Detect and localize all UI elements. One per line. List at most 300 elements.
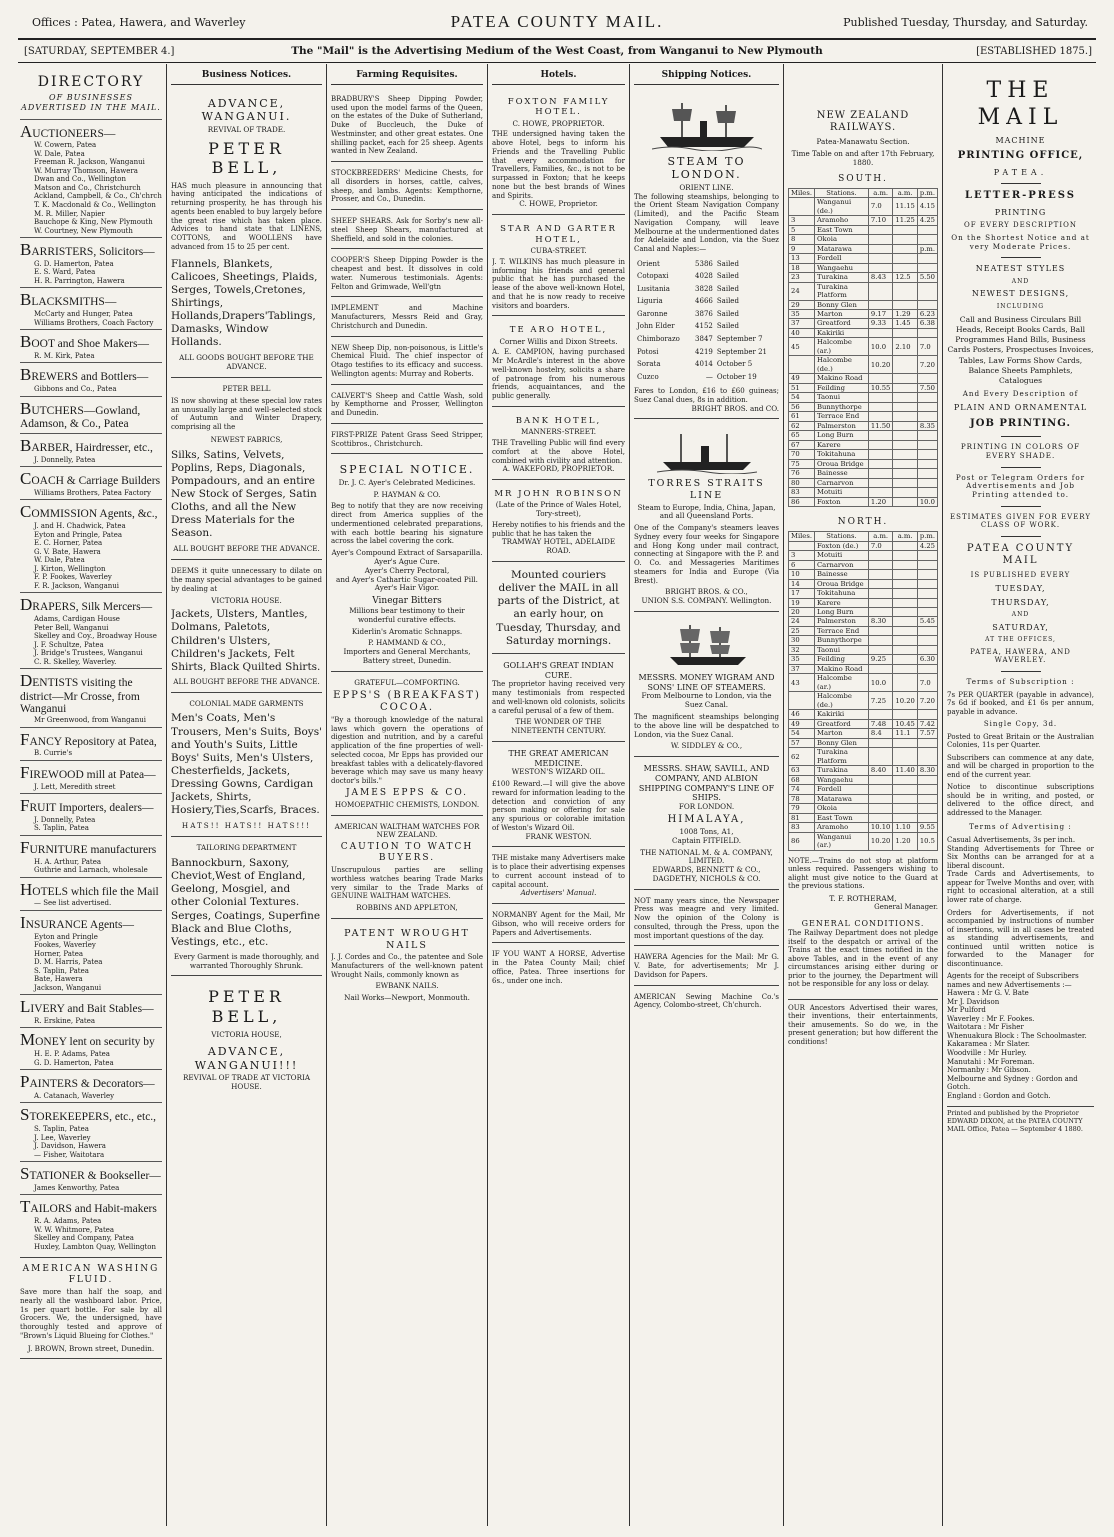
washing-title: AMERICAN WASHING FLUID. — [22, 1264, 160, 1286]
agent-entry: Woodville : Mr Hurley. — [947, 1049, 1027, 1057]
directory-line: Huxley, Lambton Quay, Wellington — [34, 1242, 157, 1251]
special-notice: SPECIAL NOTICE. — [339, 463, 475, 477]
bitters-body: Millions bear testimony to their wonderful curative effects. — [349, 606, 465, 624]
train-time — [868, 785, 892, 794]
train-time — [893, 626, 917, 635]
ship-date: September 21 — [716, 347, 767, 356]
directory-line: G. V. Bate, Hawera — [34, 547, 101, 556]
washing-fluid-ad — [20, 1257, 162, 1359]
station-name: Feilding — [814, 383, 868, 392]
directory-entry — [20, 727, 162, 760]
station-name: Marton — [814, 729, 868, 738]
train-time — [893, 813, 917, 822]
ship-name: Potosi — [637, 347, 659, 356]
wigram-sub: From Melbourne to London, via the Suez Canal. — [641, 691, 772, 710]
directory-line: Bauchope & King, New Plymouth — [34, 218, 153, 227]
subhead-rule — [18, 62, 1096, 63]
train-time: 11.15 — [893, 198, 917, 216]
timetable-row — [789, 645, 938, 654]
directory-line: Horner, Patea — [34, 949, 84, 958]
farming-ad — [331, 300, 483, 336]
train-time: 4.15 — [917, 198, 937, 216]
ship-name: Cotopaxi — [637, 272, 669, 281]
station-name: East Town — [814, 813, 868, 822]
textures-list: Bannockburn, Saxony, Cheviot,West of England, Geelong, Mosgiel, and other Colonial Textures. Serges, Coatings, Superfine Black and Blue Cloths, Vestings, etc., etc. — [171, 857, 321, 948]
timetable-row — [789, 804, 938, 813]
station-name: Motuiti — [814, 551, 868, 560]
gollah-ad — [492, 657, 625, 742]
train-time — [893, 636, 917, 645]
including: INCLUDING — [996, 303, 1045, 311]
train-time — [893, 589, 917, 598]
train-time — [893, 488, 917, 497]
ship-name: Garonne — [637, 309, 668, 318]
station-miles: 86 — [789, 832, 815, 850]
mistake-ad — [492, 850, 625, 904]
victoria-house: VICTORIA HOUSE. — [211, 595, 282, 605]
torres-agents: BRIGHT BROS. & CO., — [665, 587, 748, 597]
station-miles: 76 — [789, 469, 815, 478]
tailoring-ad — [171, 840, 322, 976]
station-miles: 49 — [789, 374, 815, 383]
train-time: 1.29 — [893, 309, 917, 318]
single-copy: Single Copy, 3d. — [983, 720, 1058, 729]
sailing-ship-icon — [662, 623, 752, 669]
imprint: Printed and published by the Proprietor EDWARD DIXON, at the PATEA COUNTY MAIL Office, Patea — September 4 1880. — [947, 1106, 1094, 1134]
train-time — [893, 478, 917, 487]
station-name: Halcombe (de.) — [814, 692, 868, 710]
train-time — [893, 440, 917, 449]
station-miles: 51 — [789, 383, 815, 392]
directory-heading: COMMISSION Agents, &c., — [20, 502, 158, 522]
ship-name: Sorata — [637, 360, 661, 369]
dagdethy: DAGDETHY, NICHOLS & CO. — [652, 873, 761, 883]
agent-entry: Mr Pulford — [947, 1006, 986, 1015]
train-time: 10.20 — [893, 692, 917, 710]
hotel-name: TE ARO HOTEL, — [509, 325, 608, 336]
captain: Captain FITFIELD. — [671, 835, 742, 845]
directory-title: DIRECTORY — [37, 74, 145, 90]
station-name: Taonui — [814, 393, 868, 402]
station-miles: 40 — [789, 328, 815, 337]
directory-heading: STATIONER & Bookseller— — [20, 1164, 161, 1184]
railways-section: Patea-Manawatu Section. — [816, 137, 910, 147]
station-name: Bonny Glen — [814, 300, 868, 309]
directory-line: W. Dale, Patea — [34, 149, 85, 158]
timetable-row — [789, 748, 938, 766]
station-miles: 54 — [789, 393, 815, 402]
directory-entry — [20, 499, 162, 592]
guarantee: Every Garment is made thoroughly, and warranted Thoroughly Shrunk. — [173, 951, 320, 970]
business-header: Business Notices. — [171, 70, 322, 85]
train-time — [868, 775, 892, 784]
train-time — [893, 374, 917, 383]
washing-body: Save more than half the soap, and nearly all the washboard labor. Price, 1s per quart bottle. For sale by all Grocers. We, the undersigned, have thoroughly tested and approve of "Brown's Liquid Blueing for Clothes." — [20, 1288, 162, 1340]
train-time — [893, 738, 917, 747]
hotel-body: THE undersigned having taken the above Hotel, begs to inform his Friends and the Travelling Public that every accommodation for Travellers, Families, &c., is not to be surpassed in Foxton; that he keeps none but the best brands of Wines and Spirits. — [492, 130, 625, 200]
masthead-rule — [18, 38, 1096, 40]
timetable-row — [789, 421, 938, 430]
directory-line: J. Lee, Waverley — [34, 1133, 91, 1142]
column-divider — [942, 64, 943, 1526]
ayer-sub: Dr. J. C. Ayer's Celebrated Medicines. — [338, 477, 476, 487]
railways-timetable: Time Table on and after 17th February, 1880. — [791, 149, 935, 167]
ship-row — [636, 372, 777, 383]
station-miles: 20 — [789, 608, 815, 617]
rotheram: T. F. ROTHERAM, — [829, 893, 897, 903]
station-miles: 37 — [789, 319, 815, 328]
train-time — [917, 282, 937, 300]
south-label: SOUTH. — [838, 173, 888, 184]
farming-header: Farming Requisites. — [331, 70, 483, 85]
train-time — [917, 608, 937, 617]
station-miles: 80 — [789, 478, 815, 487]
train-time — [893, 664, 917, 673]
revival-heading: REVIVAL OF TRADE. — [207, 124, 286, 134]
station-miles: 19 — [789, 598, 815, 607]
printing: PRINTING — [994, 207, 1047, 217]
train-time: 7.0 — [917, 338, 937, 356]
train-time: 7.25 — [868, 692, 892, 710]
timetable-row — [789, 738, 938, 747]
mistake-body: THE mistake many Advertisers make is to place their advertising expenses to current account instead of to capital account. — [492, 854, 625, 889]
farming-ad — [331, 340, 483, 385]
station-name: Palmerston — [814, 421, 868, 430]
train-time: 7.10 — [868, 216, 892, 225]
station-miles: 24 — [789, 282, 815, 300]
directory-line: F. P. Fookes, Waverley — [34, 573, 112, 582]
directory-line: J. Donnelly, Patea — [34, 455, 96, 464]
bought-notice: ALL BOUGHT BEFORE THE ADVANCE. — [173, 544, 320, 554]
directory-line: R. Erskine, Patea — [34, 1016, 96, 1025]
divider — [1001, 257, 1041, 258]
tailoring-dept: TAILORING DEPARTMENT — [196, 843, 297, 853]
wigram-body: The magnificent steamships belonging to the above line will be despatched to London, via the Suez Canal. — [634, 713, 779, 739]
station-name: Matarawa — [814, 794, 868, 803]
shaw-title: MESSRS. SHAW, SAVILL, AND COMPANY, AND ALBION SHIPPING COMPANY'S LINE OF SHIPS. — [638, 764, 775, 803]
train-time — [917, 431, 937, 440]
column-divider — [783, 64, 784, 1526]
at-offices: AT THE OFFICES, — [985, 636, 1056, 644]
offices-line: Offices : Patea, Hawera, and Waverley — [32, 16, 246, 29]
directory-line: E. S. Ward, Patea — [34, 268, 96, 277]
train-time — [868, 664, 892, 673]
directory-line: Ackland, Campbell, & Co., Ch'chrch — [34, 192, 162, 201]
train-time — [868, 328, 892, 337]
train-time — [868, 478, 892, 487]
directory-line: W. Cowern, Patea — [34, 141, 97, 150]
directory-line: F. R. Jackson, Wanganui — [34, 581, 120, 590]
orient-body: The following steamships, belonging to the Orient Steam Navigation Company (Limited), and the Pacific Steam Navigation Company, will leave Melbourne at the undermentioned dates for Adelaide and London, via the Suez Canal and Naples:— — [634, 192, 779, 254]
train-time — [917, 328, 937, 337]
station-name: Bunnythorpe — [814, 636, 868, 645]
train-time: 5.45 — [917, 617, 937, 626]
ship-row — [636, 347, 777, 358]
train-time — [893, 497, 917, 506]
train-time: 8.43 — [868, 273, 892, 282]
directory-heading: BARBER, Hairdresser, etc., — [20, 435, 153, 455]
hotel-sign: A. WAKEFORD, PROPRIETOR. — [502, 464, 615, 474]
timetable-row — [789, 775, 938, 784]
train-time — [917, 626, 937, 635]
silks-list: Silks, Satins, Velvets, Poplins, Reps, Diagonals, Pompadours, and an entire New Stock of Serges, Satin Cloths, and all the New Dress Materials for the Season. — [171, 448, 317, 540]
hotel-name: BANK HOTEL, — [515, 415, 602, 426]
train-time: 9.25 — [868, 655, 892, 664]
station-miles — [789, 541, 815, 550]
directory-line: J. Donnelly, Patea — [34, 815, 96, 824]
himalaya: HIMALAYA, — [667, 813, 746, 825]
agent-entry: Melbourne and Sydney : Gordon and Gotch. — [947, 1074, 1078, 1092]
train-time — [868, 450, 892, 459]
weston-sign: FRANK WESTON. — [525, 831, 592, 841]
train-time: 4.25 — [917, 216, 937, 225]
column-divider — [629, 64, 630, 1526]
train-time — [868, 393, 892, 402]
station-miles: 79 — [789, 804, 815, 813]
directory-line: G. D. Hamerton, Patea — [34, 1058, 114, 1067]
directory-heading: BARRISTERS, Solicitors— — [20, 240, 155, 260]
timetable-row — [789, 674, 938, 692]
timetable-row — [789, 497, 938, 506]
timetable-row — [789, 766, 938, 775]
orient-agents: BRIGHT BROS. and CO. — [691, 403, 779, 413]
tuesday: TUESDAY, — [995, 583, 1046, 593]
directory-entry — [20, 835, 162, 877]
train-time — [917, 459, 937, 468]
directory-entry — [20, 396, 162, 433]
nails-ad — [331, 922, 483, 1008]
timetable-row — [789, 263, 938, 272]
ship-tons: 5386 — [695, 259, 713, 268]
train-time — [893, 674, 917, 692]
divider — [1001, 671, 1041, 672]
directory-heading: MONEY lent on security by — [20, 1030, 155, 1050]
deems-text: DEEMS it quite unnecessary to dilate on the many special advantages to be gained by dealing at — [171, 567, 322, 593]
train-time — [868, 282, 892, 300]
caution-body: Unscrupulous parties are selling worthless watches bearing Trade Marks very similar to the Trade Marks of GENUINE WALTHAM WATCHES. — [331, 866, 483, 901]
train-time: 2.10 — [893, 338, 917, 356]
train-time — [868, 488, 892, 497]
ship-name: Cuzco — [637, 372, 659, 381]
train-time: 8.35 — [917, 421, 937, 430]
station-miles: 29 — [789, 300, 815, 309]
agent-entry: Whenuakura Block : The Schoolmaster. — [947, 1031, 1087, 1040]
train-time: 8.40 — [868, 766, 892, 775]
showing-text: IS now showing at these special low rates an unusually large and well-selected stock of Autumn and Winter Drapery, comprising all the — [171, 396, 322, 432]
train-time — [868, 560, 892, 569]
timetable-row — [789, 617, 938, 626]
ship-date: Sailed — [716, 284, 739, 293]
farming-ad-text: SHEEP SHEARS. Ask for Sorby's new all-steel Sheep Shears, manufactured at Sheffield, and sold in the colonies. — [331, 217, 483, 243]
ship-date: Sailed — [716, 272, 739, 281]
train-time: 1.45 — [893, 319, 917, 328]
directory-entry — [20, 910, 162, 994]
train-time — [893, 655, 917, 664]
directory-list — [20, 119, 162, 1254]
train-time — [868, 412, 892, 421]
station-miles: 57 — [789, 738, 815, 747]
subhead — [18, 42, 1096, 60]
train-time — [893, 356, 917, 374]
farming-column — [331, 70, 483, 1525]
shaw-sub: FOR LONDON. — [678, 802, 735, 812]
hotel-name: STAR AND GARTER HOTEL, — [500, 224, 617, 245]
established: [ESTABLISHED 1875.] — [976, 46, 1092, 57]
directory-subtitle: OF BUSINESSES ADVERTISED IN THE MAIL. — [21, 93, 161, 112]
timetable-row — [789, 254, 938, 263]
timetable-row — [789, 309, 938, 318]
patea-county-mail: PATEA COUNTY MAIL — [966, 542, 1075, 567]
footer-advance: ADVANCE, WANGANUI!!! — [194, 1045, 299, 1072]
directory-line: T. K. Macdonald & Co., Wellington — [34, 200, 156, 209]
timetable-row — [789, 412, 938, 421]
directory-entry — [20, 237, 162, 287]
orient-ad — [634, 91, 779, 419]
railway-note: NOTE.—Trains do not stop at platform unless required. Passengers wishing to alight must give notice to the Guard at the previous stations. — [788, 856, 938, 891]
torres-sub: Steam to Europe, India, China, Japan, and all Queensland Ports. — [637, 502, 776, 521]
station-miles — [789, 356, 815, 374]
agent-entry: Hawera : Mr G. V. Bate — [947, 989, 1029, 998]
timetable-row — [789, 282, 938, 300]
directory-heading: FIREWOOD mill at Patea— — [20, 762, 156, 782]
directory-line: E. C. Horner, Patea — [34, 539, 103, 548]
peter-bell-name: PETER BELL, — [208, 138, 285, 178]
ship-tons: — — [705, 372, 713, 381]
train-time — [893, 645, 917, 654]
ship-date: September 7 — [716, 335, 763, 343]
printing-items: Call and Business Circulars Bill Heads, Receipt Books Cards, Ball Programmes Hand Bills, Business Cards Posters, Prospectuses Invoices, Tables, Law Forms Show Cards, Balance Sheets Pamphlets, Catalogues — [947, 314, 1094, 385]
waltham: AMERICAN WALTHAM WATCHES FOR NEW ZEALAND. — [334, 821, 480, 840]
hayman: P. HAYMAN & CO. — [373, 489, 441, 499]
plain-ornamental: PLAIN AND ORNAMENTAL — [953, 403, 1088, 413]
directory-column — [20, 70, 162, 1525]
train-time: 7.0 — [868, 198, 892, 216]
patent-nails: PATENT WROUGHT NAILS — [344, 927, 470, 951]
train-time: 10.5 — [917, 832, 937, 850]
ship-name: Orient — [637, 259, 660, 268]
shaw-savill-ad — [634, 760, 779, 890]
directory-line: M. R. Miller, Napier — [34, 209, 105, 218]
any-description: And Every Description of — [962, 389, 1079, 399]
timetable-row — [789, 338, 938, 356]
train-time: 8.30 — [917, 766, 937, 775]
directory-heading: INSURANCE Agents— — [20, 912, 134, 932]
agent-list — [947, 989, 1094, 1100]
ship-row — [636, 284, 777, 295]
directory-line: Peter Bell, Wanganui — [34, 623, 109, 632]
orient-sub: ORIENT LINE. — [679, 182, 734, 192]
train-time — [893, 244, 917, 253]
train-time — [917, 412, 937, 421]
divider — [1001, 506, 1041, 507]
directory-heading: DENTISTS visiting the district—Mr Crosse, from Wanganui — [20, 671, 140, 716]
directory-entry — [20, 994, 162, 1027]
newspaper-title: PATEA COUNTY MAIL. — [450, 12, 664, 31]
train-time — [868, 794, 892, 803]
hotels-header: Hotels. — [492, 70, 625, 85]
train-time — [893, 560, 917, 569]
train-time — [868, 598, 892, 607]
train-time — [917, 570, 937, 579]
station-miles: 9 — [789, 244, 815, 253]
timetable-row — [789, 719, 938, 728]
station-miles: 62 — [789, 421, 815, 430]
ship-tons: 4219 — [695, 347, 713, 356]
station-name: Long Burn — [814, 431, 868, 440]
train-time: 7.0 — [917, 674, 937, 692]
directory-line: — Fisher, Waitotara — [34, 1150, 105, 1159]
agents-title: Agents for the receipt of Subscribers names and new Advertisements :— — [947, 972, 1079, 989]
directory-entry — [20, 760, 162, 793]
directory-entry — [20, 1194, 162, 1253]
couriers-ad — [492, 565, 625, 654]
train-time — [868, 235, 892, 244]
train-time — [893, 804, 917, 813]
the-mail: THE MAIL — [977, 78, 1064, 130]
train-time: 6.23 — [917, 309, 937, 318]
station-name: Bunnythorpe — [814, 402, 868, 411]
station-name: Palmerston — [814, 617, 868, 626]
timetable-row — [789, 608, 938, 617]
train-time: 9.17 — [868, 309, 892, 318]
directory-entry — [20, 362, 162, 395]
hotel-prop: (Late of the Prince of Wales Hotel, Tory-street), — [495, 500, 622, 519]
peter-bell-ad — [171, 91, 322, 378]
train-time — [868, 469, 892, 478]
press-ad — [634, 893, 779, 947]
train-time — [893, 263, 917, 272]
train-time — [868, 710, 892, 719]
train-time — [917, 813, 937, 822]
station-miles: 6 — [789, 560, 815, 569]
hotel-prop: Corner Willis and Dixon Streets. — [499, 336, 618, 346]
post-orders: Post or Telegram Orders for Advertisements and Job Printing attended to. — [955, 472, 1086, 500]
hotel-name: MR JOHN ROBINSON — [494, 489, 623, 500]
train-time — [893, 412, 917, 421]
ayer-body: Beg to notify that they are now receiving direct from America supplies of the undermentioned celebrated preparations, with each bottle bearing his signature across the label covering the cork. — [331, 502, 483, 546]
ship-tons: 3847 — [695, 335, 713, 343]
station-name: Marton — [814, 309, 868, 318]
train-time: 9.33 — [868, 319, 892, 328]
station-name: Tokitahuna — [814, 589, 868, 598]
agent-entry: Manutahi : Mr Foreman. — [947, 1057, 1035, 1066]
train-time — [868, 748, 892, 766]
directory-line: H. A. Arthur, Patea — [34, 857, 102, 866]
timetable-row — [789, 488, 938, 497]
wigram-title: MESSRS. MONEY WIGRAM AND SONS' LINE OF STEAMERS. — [638, 672, 775, 692]
timetable-col-header: p.m. — [917, 188, 937, 197]
farming-ad-text: NEW Sheep Dip, non-poisonous, is Little's Chemical Fluid. The chief inspector of Otago testifies to its efficacy and success. Wellington agents: Murray and Roberts. — [331, 343, 483, 378]
directory-heading: BOOT and Shoe Makers— — [20, 332, 149, 352]
directory-line: R. M. Kirk, Patea — [34, 351, 95, 360]
shaw-agents: THE NATIONAL M. & A. COMPANY, LIMITED. — [640, 847, 773, 866]
train-time — [893, 608, 917, 617]
ship-row — [636, 296, 777, 307]
train-time — [893, 794, 917, 803]
station-name: East Town — [814, 225, 868, 234]
train-time — [917, 804, 937, 813]
directory-entry — [20, 1102, 162, 1161]
agent-entry: Mr J. Davidson — [947, 997, 1000, 1006]
station-miles: 32 — [789, 645, 815, 654]
timetable-row — [789, 383, 938, 392]
station-miles: 63 — [789, 766, 815, 775]
directory-line: Adams, Cardigan House — [34, 614, 120, 623]
vinegar-bitters: Vinegar Bitters — [372, 596, 442, 607]
edwards: EDWARDS, BENNETT & CO., — [652, 865, 761, 875]
directory-line: Eyton and Pringle, Patea — [34, 530, 123, 539]
train-time — [893, 785, 917, 794]
